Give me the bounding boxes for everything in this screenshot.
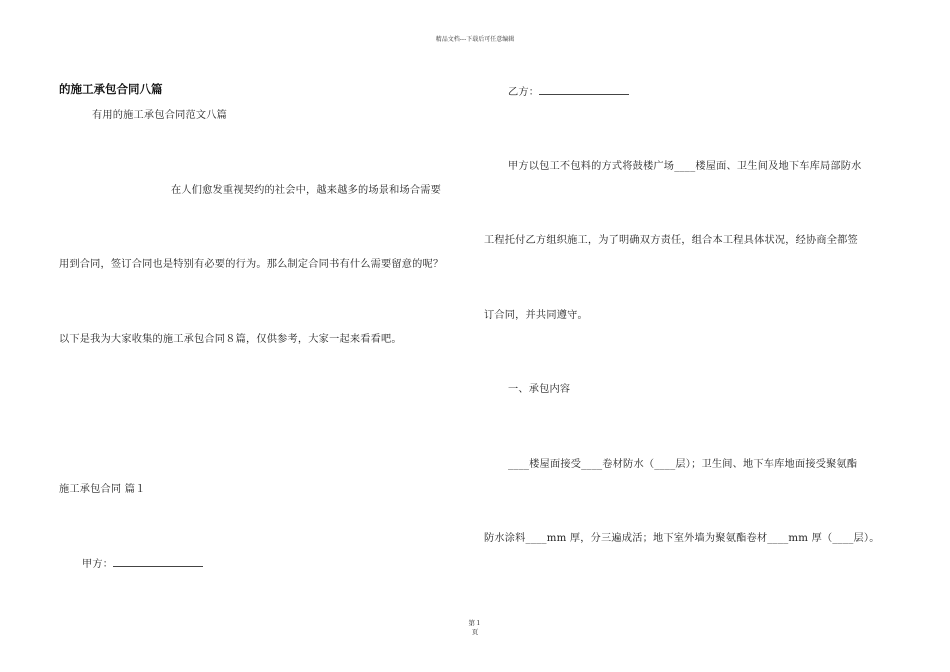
paragraph-1-line-3: 订合同，并共同遵守。 (484, 310, 588, 321)
intro-line-1: 在人们愈发重视契约的社会中，越来越多的场景和场合需要 (171, 185, 442, 196)
document-title: 的施工承包合同八篇 (59, 82, 163, 96)
section-heading-scope: 一、承包内容 (508, 384, 571, 395)
paragraph-2-line-1: ____楼屋面接受____卷材防水（____层）；卫生间、地下车库地面接受聚氨酯 (508, 459, 858, 470)
section-heading-contract-1: 施工承包合同 篇１ (59, 484, 146, 495)
paragraph-1-line-1: 甲方以包工不包料的方式将鼓楼广场____楼屋面、卫生间及地下车库局部防水 (508, 161, 862, 172)
subtitle: 有用的施工承包合同范文八篇 (92, 110, 228, 121)
party-b-label: 乙方： (508, 87, 540, 98)
page-header: 精品文档---下载后可任意编辑 (435, 36, 515, 43)
intro-line-3: 以下是我为大家收集的施工承包合同８篇，仅供参考，大家一起来看看吧。 (59, 334, 402, 345)
party-a-blank (113, 557, 203, 567)
intro-line-2: 用到合同，签订合同也是特别有必要的行为。那么制定合同书有什么需要留意的呢？ (59, 259, 444, 270)
party-a-label: 甲方： (82, 559, 114, 570)
party-a-line (82, 555, 203, 570)
paragraph-2-line-2: 防水涂料____mm 厚，分三遍成活；地下室外墙为聚氨酯卷材____mm 厚（____层）。 (484, 533, 880, 544)
page-number-line-2: 页 (471, 628, 479, 636)
party-b-line (508, 83, 629, 98)
paragraph-1-line-2: 工程托付乙方组织施工，为了明确双方责任，组合本工程具体状况，经协商全都签 (484, 235, 858, 246)
party-b-blank (539, 85, 629, 95)
page-number-line-1: 第１ (468, 619, 482, 627)
